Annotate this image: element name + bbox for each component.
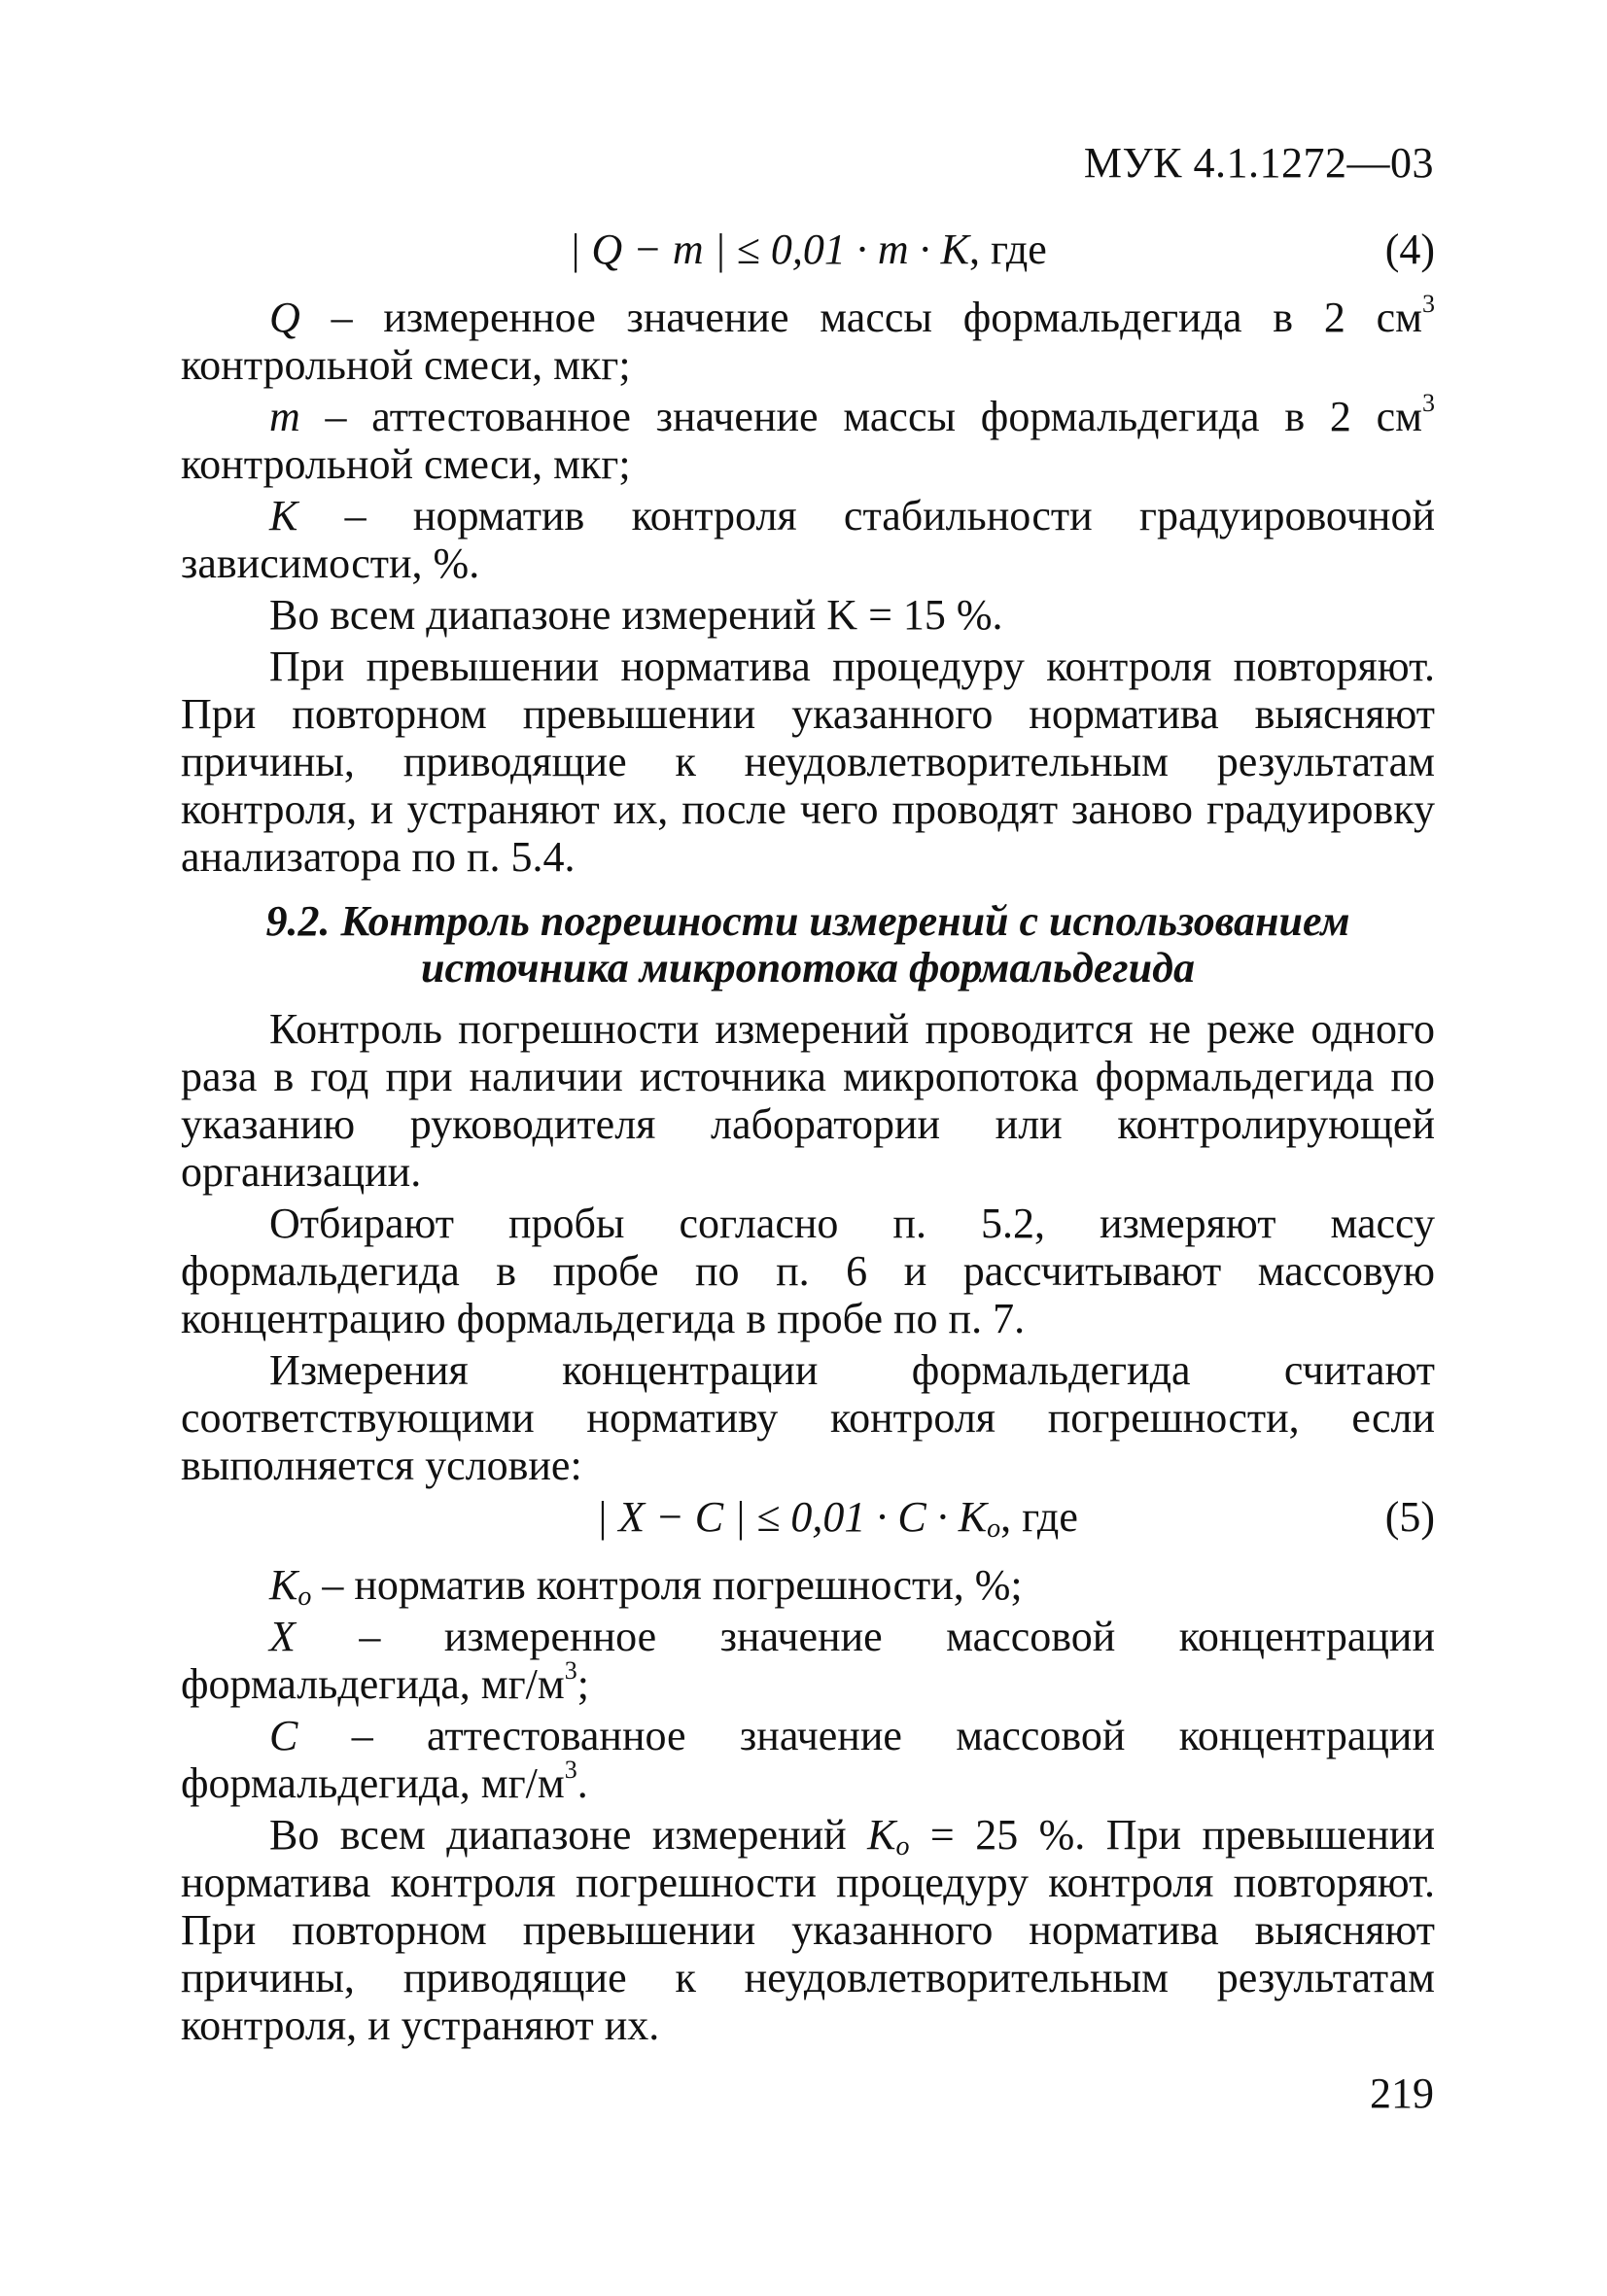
variable-k: K <box>269 492 298 539</box>
definition-ko: $K_o$ – норматив контроля погрешности, %; <box>269 1561 1023 1612</box>
formula-4 <box>181 226 1435 282</box>
formula-4-number: (4) <box>1384 226 1435 273</box>
final-paragraph: Во всем диапазоне измерений $K_o = 25$ %. При превышении норматива контроля погрешности процедуру контроля повторяют. При повторном превышении указанного норматива выясняют причины, приводящие к неудовлетворительным результатам контроля, и устраняют их. <box>181 1811 1435 2049</box>
formula-4-expression: | Q − m | ≤ 0,01 · m · K <box>569 226 969 273</box>
formula-5-suffix: , где <box>1000 1493 1078 1541</box>
variable-c: C <box>269 1712 298 1759</box>
condition-paragraph: Измерения концентрации формальдегида считают соответствующими нормативу контроля погрешности, если выполняется условие: <box>181 1346 1435 1489</box>
variable-ko: K <box>269 1561 298 1609</box>
formula-5-expression: | X − C | ≤ 0,01 · C · K <box>596 1493 988 1541</box>
definition-q: Q – измеренное значение массы формальдегида в 2 $см^3$ контрольной смеси, мкг; <box>181 290 1435 389</box>
definition-x: X – измеренное значение массовой концентрации формальдегида, $мг/м^3$; <box>181 1613 1435 1708</box>
section-heading-line-2: источника микропотока формальдегида <box>421 944 1195 991</box>
range-k-paragraph: Во всем диапазоне измерений K = 15 %. <box>269 591 1003 639</box>
formula-5: | X − C | ≤ $0,01 \cdot C \cdot K_o$, где (5) <box>596 1493 1435 1544</box>
variable-m: m <box>269 393 300 440</box>
definition-c: C – аттестованное значение массовой концентрации формальдегида, $мг/м^3$. <box>181 1712 1435 1807</box>
page-number: 219 <box>1370 2070 1434 2117</box>
definition-k: K – норматив контроля стабильности градуировочной зависимости, %. <box>181 492 1435 587</box>
variable-q: Q <box>269 294 300 341</box>
document-code-header: МУК 4.1.1272—03 <box>1083 139 1434 187</box>
control-paragraph: Контроль погрешности измерений проводится не реже одного раза в год при наличии источника микропотока формальдегида по указанию руководителя лаборатории или контролирующей организации. <box>181 1005 1435 1196</box>
definition-m: m – аттестованное значение массы формальдегида в 2 $см^3$ контрольной смеси, мкг; <box>181 389 1435 488</box>
variable-x: X <box>269 1613 296 1660</box>
variable-ko-final: K <box>867 1811 896 1859</box>
section-heading-9-2 <box>181 898 1435 991</box>
section-heading-line-1: 9.2. Контроль погрешности измерений с использованием <box>265 897 1350 945</box>
page-body <box>181 226 1435 2053</box>
formula-5-number: (5) <box>1384 1493 1435 1541</box>
sampling-paragraph: Отбирают пробы согласно п. 5.2, измеряют массу формальдегида в пробе по п. 6 и рассчитывают массовую концентрацию формальдегида в пробе по п. 7. <box>181 1200 1435 1342</box>
formula-4-suffix: , где <box>968 226 1047 273</box>
exceed-paragraph: При превышении норматива процедуру контроля повторяют. При повторном превышении указанного норматива выясняют причины, приводящие к неудовлетворительным результатам контроля, и устраняют их, после чего проводят заново градуировку анализатора по п. 5.4. <box>181 643 1435 881</box>
